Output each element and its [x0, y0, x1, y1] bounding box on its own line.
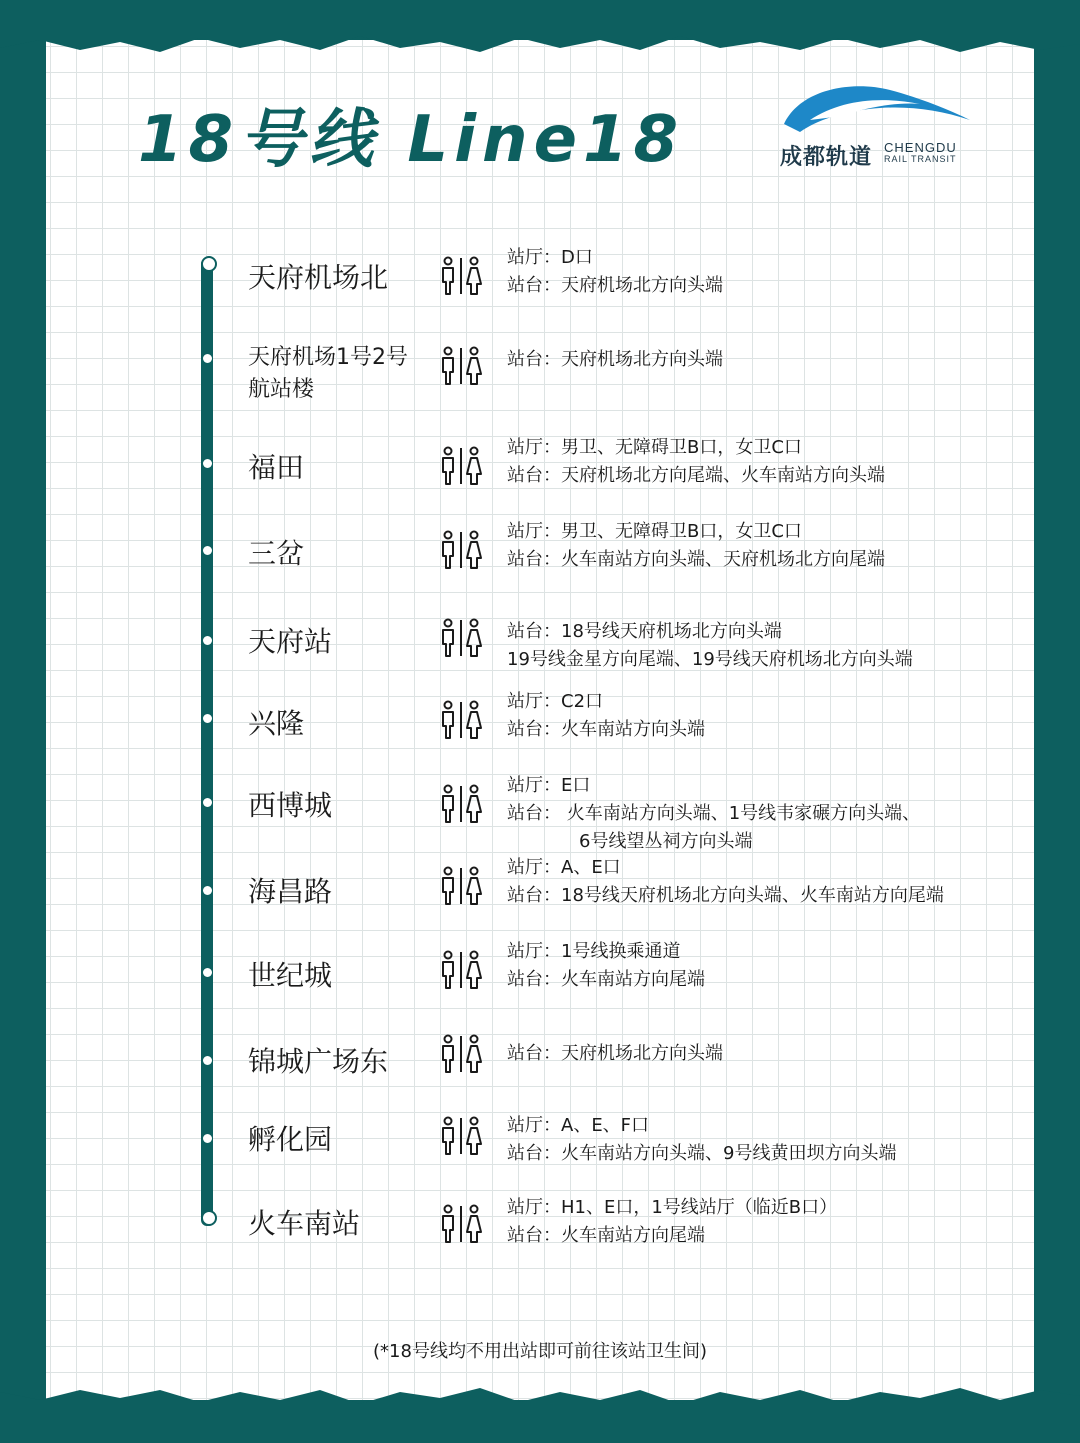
station-node [203, 798, 212, 807]
station-name: 海昌路 [248, 875, 333, 908]
toilet-icon [438, 1034, 484, 1074]
station-node [203, 354, 212, 363]
torn-edge-bottom [0, 1378, 1080, 1418]
toilet-icon [438, 1204, 484, 1244]
torn-edge-top [0, 26, 1080, 66]
toilet-icon [438, 346, 484, 386]
station-name: 福田 [248, 451, 305, 484]
info-line: 6号线望丛祠方向头端 [579, 831, 753, 852]
station-name: 三岔 [248, 537, 305, 570]
logo-text-en-2: RAIL TRANSIT [884, 154, 957, 164]
station-name: 孵化园 [248, 1123, 333, 1156]
station-toilet-info [507, 938, 705, 994]
logo-text-cn: 成都轨道 [780, 145, 873, 170]
station-toilet-info [507, 244, 723, 300]
info-line: 站厅：A、E、F口 [507, 1115, 650, 1136]
station-name: 西博城 [248, 789, 333, 822]
station-name: 火车南站 [248, 1207, 361, 1240]
station-node [203, 546, 212, 555]
chengdu-metro-logo [780, 80, 980, 170]
station-name: 天府机场北 [248, 261, 389, 294]
info-line: 站台：18号线天府机场北方向头端 [507, 621, 782, 642]
station-name: 天府站 [248, 625, 333, 658]
station-name: 兴隆 [248, 707, 305, 740]
station-toilet-info [507, 618, 913, 674]
info-line: 站厅：男卫、无障碍卫B口，女卫C口 [507, 437, 802, 458]
station-node [203, 1056, 212, 1065]
toilet-icon [438, 784, 484, 824]
info-line: 站厅：男卫、无障碍卫B口，女卫C口 [507, 521, 802, 542]
info-line: 站厅：1号线换乘通道 [507, 941, 681, 962]
station-toilet-info [507, 1040, 723, 1068]
station-toilet-info [507, 854, 944, 910]
toilet-icon [438, 950, 484, 990]
toilet-icon [438, 866, 484, 906]
info-line: 站厅：D口 [507, 247, 593, 268]
info-line: 站台：火车南站方向尾端 [507, 1225, 705, 1246]
footnote: (*18号线均不用出站即可前往该站卫生间) [373, 1341, 707, 1362]
info-line: 站台：火车南站方向尾端 [507, 969, 705, 990]
metro-line-bar [201, 258, 213, 1226]
info-line: 站台：火车南站方向头端、天府机场北方向尾端 [507, 549, 885, 570]
toilet-icon [438, 256, 484, 296]
toilet-icon [438, 1116, 484, 1156]
info-line: 站台：天府机场北方向头端 [507, 1043, 723, 1064]
info-line: 站厅：H1、E口，1号线站厅（临近B口） [507, 1197, 838, 1218]
toilet-icon [438, 530, 484, 570]
station-node [203, 886, 212, 895]
info-line: 站厅：E口 [507, 775, 591, 796]
station-node [203, 636, 212, 645]
station-toilet-info [507, 346, 723, 374]
station-node [203, 1134, 212, 1143]
toilet-icon [438, 446, 484, 486]
station-toilet-info [507, 1112, 896, 1168]
station-name: 锦城广场东 [248, 1045, 389, 1078]
info-line: 站厅：C2口 [507, 691, 604, 712]
logo-text-en-1: CHENGDU [884, 140, 957, 155]
info-line: 站台：天府机场北方向尾端、火车南站方向头端 [507, 465, 885, 486]
station-toilet-info [507, 1194, 837, 1250]
station-toilet-info [507, 772, 920, 856]
info-line: 站台： 火车南站方向头端、1号线韦家碾方向头端、 [507, 803, 921, 824]
info-line: 站台：火车南站方向头端 [507, 719, 705, 740]
station-node [201, 1210, 217, 1226]
station-node [203, 714, 212, 723]
station-node [203, 968, 212, 977]
info-line: 站台：火车南站方向头端、9号线黄田坝方向头端 [507, 1143, 897, 1164]
station-toilet-info [507, 434, 885, 490]
info-line: 站台：天府机场北方向头端 [507, 275, 723, 296]
station-node [203, 459, 212, 468]
info-line: 19号线金星方向尾端、19号线天府机场北方向头端 [507, 649, 913, 670]
station-name: 天府机场1号2号航站楼 [248, 345, 408, 402]
info-line: 站台：18号线天府机场北方向头端、火车南站方向尾端 [507, 885, 944, 906]
page-title: 18号线 Line18 [138, 103, 685, 177]
station-toilet-info [507, 518, 885, 574]
toilet-icon [438, 618, 484, 658]
station-node [201, 256, 217, 272]
logo-swoosh-icon [780, 80, 980, 140]
info-line: 站台：天府机场北方向头端 [507, 349, 723, 370]
station-name: 世纪城 [248, 959, 333, 992]
station-toilet-info [507, 688, 705, 744]
toilet-icon [438, 700, 484, 740]
info-line: 站厅：A、E口 [507, 857, 621, 878]
